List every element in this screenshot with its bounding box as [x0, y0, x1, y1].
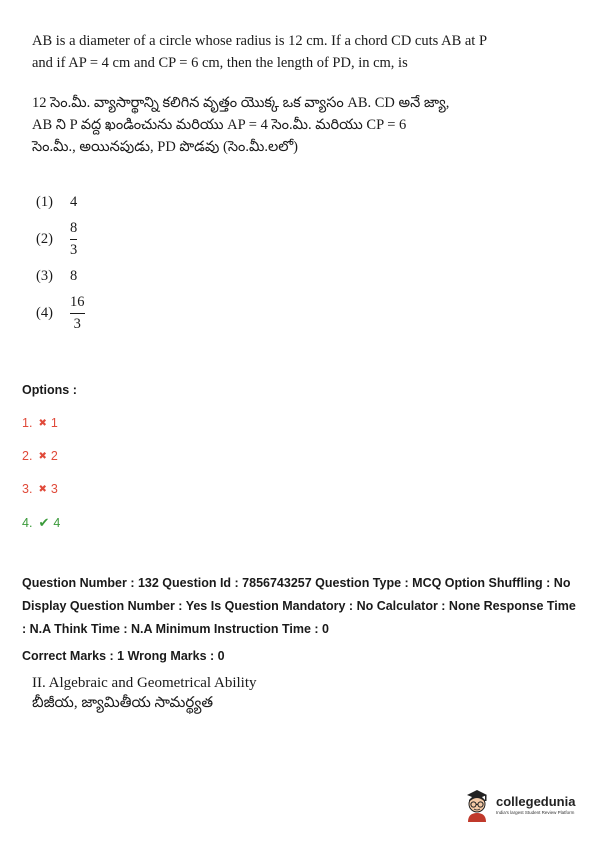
choice-2 — [36, 220, 77, 259]
question-telugu — [32, 92, 572, 158]
option-4 — [22, 515, 60, 531]
mascot-icon — [462, 786, 492, 822]
check-icon: ✔ — [38, 515, 50, 530]
question-telugu-line-3: సెం.మీ., అయినపుడు, PD పొడవు (సెం.మీ.లలో) — [32, 139, 298, 155]
choice-4 — [36, 294, 85, 333]
choice-3 — [36, 268, 77, 285]
meta-line-2: Display Question Number : Yes Is Question Mandatory : No Calculator : None Response Time — [22, 599, 576, 613]
logo-name: collegedunia — [496, 793, 576, 809]
fraction-denominator: 3 — [70, 242, 78, 258]
choice-number: (1) — [36, 194, 53, 210]
question-english-line-2: and if AP = 4 cm and CP = 6 cm, then the length of PD, in cm, is — [32, 55, 408, 71]
option-value: 2 — [50, 449, 58, 463]
fraction-denominator: 3 — [73, 316, 81, 332]
option-2 — [22, 449, 58, 463]
question-telugu-line-2: AB ని P వద్ద ఖండించును మరియు AP = 4 సెం.మీ. మరియు CP = 6 — [32, 117, 407, 133]
option-value: 1 — [50, 416, 58, 430]
choice-value: 4 — [70, 194, 78, 210]
option-label: 2. — [22, 449, 33, 463]
choice-1 — [36, 194, 77, 211]
choice-value: 8 — [70, 268, 78, 284]
meta-line-3: : N.A Think Time : N.A Minimum Instruction Time : 0 — [22, 622, 329, 636]
meta-line-1: Question Number : 132 Question Id : 7856743257 Question Type : MCQ Option Shuffling : No — [22, 576, 571, 590]
cross-icon: ✖ — [38, 483, 47, 495]
choice-number: (3) — [36, 268, 53, 284]
fraction-numerator: 8 — [70, 220, 78, 236]
fraction-bar — [70, 239, 77, 240]
option-label: 1. — [22, 416, 33, 430]
option-label: 3. — [22, 482, 33, 496]
cross-icon: ✖ — [38, 417, 47, 429]
options-label: Options : — [22, 383, 77, 397]
question-english — [32, 30, 572, 74]
choice-number: (4) — [36, 305, 53, 321]
question-meta — [22, 572, 582, 641]
choice-number: (2) — [36, 231, 53, 247]
option-value: 4 — [53, 516, 61, 530]
section-title-english: II. Algebraic and Geometrical Ability — [32, 675, 257, 691]
section-title-telugu: బీజీయ, జ్యామితీయ సామర్థ్యత — [32, 695, 214, 711]
logo-tagline: India's largest Student Review Platform — [496, 809, 575, 815]
choice-fraction — [70, 294, 85, 333]
option-3 — [22, 482, 58, 496]
option-label: 4. — [22, 516, 33, 530]
fraction-numerator: 16 — [70, 294, 85, 310]
option-1 — [22, 416, 58, 430]
section-heading — [32, 673, 257, 713]
marks-info: Correct Marks : 1 Wrong Marks : 0 — [22, 649, 225, 663]
option-value: 3 — [50, 482, 58, 496]
question-telugu-line-1: 12 సెం.మీ. వ్యాసార్థాన్ని కలిగిన వృత్తం యొక్క ఒక వ్యాసం AB. CD అనే జ్యా, — [32, 95, 450, 111]
cross-icon: ✖ — [38, 450, 47, 462]
fraction-bar — [70, 313, 85, 314]
question-english-line-1: AB is a diameter of a circle whose radius is 12 cm. If a chord CD cuts AB at P — [32, 33, 488, 49]
choice-fraction — [70, 220, 77, 259]
collegedunia-logo — [462, 786, 575, 822]
